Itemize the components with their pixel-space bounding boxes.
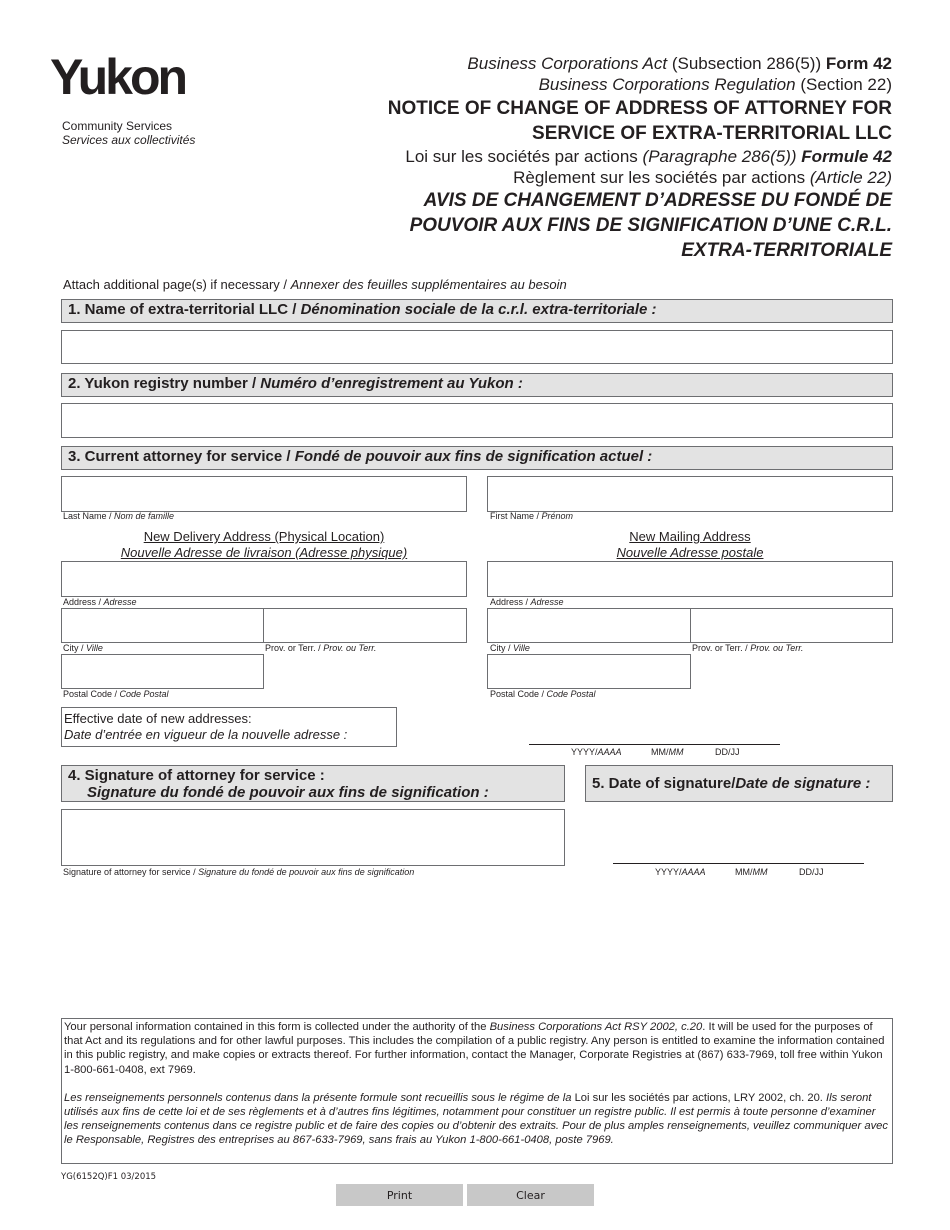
mailing-address-input[interactable] [487,561,893,597]
effective-date-label-box [61,707,397,747]
mailing-address-caption-fr: Adresse [530,597,564,607]
form-code: YG(6152Q)F1 03/2015 [61,1172,157,1182]
mailing-postal-input[interactable] [487,654,691,689]
delivery-address-heading [61,529,467,561]
delivery-city-input[interactable] [61,608,264,643]
section-3-header [61,446,893,470]
reg-fr-line [513,167,892,188]
signature-box[interactable] [61,809,565,866]
first-name-caption [490,511,573,521]
mailing-city-caption-en: City / [490,643,514,653]
reg-fr-section: (Article 22) [809,168,892,187]
last-name-input[interactable] [61,476,467,512]
section-2-label-fr: Numéro d’enregistrement au Yukon : [260,375,523,392]
act-en-line [467,53,892,74]
sig-yyyy-en: YYYY/ [655,867,682,877]
effective-date-label-en: Effective date of new addresses: [64,711,252,726]
delivery-prov-input[interactable] [263,608,467,643]
privacy-en-1: Your personal information contained in this form is collected under the authority of the [64,1021,490,1033]
effective-yyyy-fr: AAAA [597,747,622,757]
effective-date-line[interactable] [529,744,780,745]
signature-caption [63,867,414,877]
delivery-address-caption-fr: Adresse [103,597,137,607]
logo-line-en: Community Services [62,119,173,133]
privacy-fr-1: Les renseignements personnels contenus dans la présente formule sont recueillis sous le régime de la [64,1091,575,1104]
delivery-address-caption-en: Address / [63,597,104,607]
reg-en-line [539,74,892,95]
reg-en-section: (Section 22) [795,75,892,94]
delivery-city-caption-fr: Ville [86,643,103,653]
delivery-city-caption-en: City / [63,643,87,653]
delivery-heading-fr: Nouvelle Adresse de livraison (Adresse physique) [120,545,408,560]
mailing-address-caption [490,597,564,607]
act-en-name: Business Corporations Act [467,54,668,73]
logo-line-fr: Services aux collectivités [62,133,196,147]
mailing-heading-en: New Mailing Address [629,529,751,544]
registry-number-input[interactable] [61,403,893,438]
privacy-notice [61,1018,893,1164]
title-en-1: NOTICE OF CHANGE OF ADDRESS OF ATTORNEY FOR [387,98,892,119]
section-4-label-fr: Signature du fondé de pouvoir aux fins de signification : [87,784,489,801]
mailing-city-caption-fr: Ville [513,643,530,653]
effective-mm-en: MM/ [651,747,669,757]
signature-date-yyyy [655,867,706,877]
privacy-notice-fr [64,1091,890,1148]
last-name-caption [63,511,174,521]
act-fr-line [405,146,892,167]
act-fr-section: (Paragraphe 286(5)) [642,147,802,166]
privacy-en-2: . It will be used for the purposes of that Act and its regulations and for other lawful purposes. This includes the compilation of a public registry. Any person is entitled to examine the information contained in this public registry, and make copies or extracts thereof. For further information, contact the Manager, Corporate Registries at (867) 633-7969, toll free within Yukon 1-800-661-0408, ext 7969. [64,1021,885,1076]
mailing-prov-input[interactable] [690,608,893,643]
mailing-city-input[interactable] [487,608,691,643]
privacy-notice-en [64,1020,890,1077]
section-1-header [61,299,893,323]
section-5-label-en: 5. Date of signature/ [592,775,736,792]
section-3-label-en: 3. Current attorney for service / [68,448,295,465]
clear-button[interactable]: Clear [467,1184,594,1206]
section-3-label-fr: Fondé de pouvoir aux fins de signification actuel : [294,448,653,465]
reg-en-name: Business Corporations Regulation [538,75,796,94]
effective-date-yyyy [571,747,622,757]
mailing-city-caption [490,643,530,653]
effective-date-label-fr: Date d’entrée en vigueur de la nouvelle adresse : [64,727,348,742]
title-fr-2: POUVOIR AUX FINS DE SIGNIFICATION D’UNE C.R.L. [409,215,892,236]
section-4-label-en: 4. Signature of attorney for service : [68,767,325,784]
attach-note [63,277,567,292]
signature-date-dd: DD/JJ [799,867,824,877]
section-1-label-fr: Dénomination sociale de la c.r.l. extra-territoriale : [300,301,657,318]
mailing-prov-caption [692,643,803,653]
delivery-prov-caption-en: Prov. or Terr. / [265,643,324,653]
title-fr-3: EXTRA-TERRITORIALE [681,240,892,261]
title-fr-1: AVIS DE CHANGEMENT D’ADRESSE DU FONDÉ DE [423,190,892,211]
attach-note-en: Attach additional page(s) if necessary / [63,277,291,292]
sig-mm-en: MM/ [735,867,753,877]
effective-date-dd: DD/JJ [715,747,740,757]
sig-yyyy-fr: AAAA [681,867,706,877]
section-4-header [61,765,565,802]
privacy-en-act: Business Corporations Act RSY 2002, c.20 [489,1021,703,1033]
delivery-postal-caption-en: Postal Code / [63,689,120,699]
delivery-prov-caption [265,643,376,653]
effective-yyyy-en: YYYY/ [571,747,598,757]
print-button[interactable]: Print [336,1184,463,1206]
act-fr-name: Loi sur les sociétés par actions [405,147,643,166]
signature-caption-en: Signature of attorney for service / [63,867,199,877]
delivery-postal-caption [63,689,169,699]
attach-note-fr: Annexer des feuilles supplémentaires au besoin [290,277,567,292]
title-en-2: SERVICE OF EXTRA-TERRITORIAL LLC [532,123,892,144]
act-en-section: (Subsection 286(5)) [667,54,826,73]
mailing-postal-caption-fr: Code Postal [546,689,596,699]
sig-mm-fr: MM [752,867,768,877]
privacy-fr-act: Loi sur les sociétés par actions, LRY 2002, ch. 20. [574,1091,823,1104]
privacy-fr-2: Ils seront utilisés aux fins de cette loi et de ses règlements et à d’autres fins légitimes, notamment pour constituer un registre public. Il est permis à toute personne d’examiner les renseignements contenus dans ce registre public et de faire des copies ou d’obtenir des extraits. Pour de plus amples renseignements, veuillez communiquer avec le Responsable, Registres des entreprises au 867-633-7969, sans frais au Yukon 1-800-661-0408, poste 7969. [64,1091,888,1147]
delivery-address-caption [63,597,137,607]
delivery-postal-input[interactable] [61,654,264,689]
section-2-label-en: 2. Yukon registry number / [68,375,261,392]
first-name-caption-fr: Prénom [541,511,574,521]
section-2-header [61,373,893,397]
mailing-address-caption-en: Address / [490,597,531,607]
delivery-address-input[interactable] [61,561,467,597]
signature-date-mm [735,867,768,877]
section-1-label-en: 1. Name of extra-territorial LLC / [68,301,301,318]
delivery-city-caption [63,643,103,653]
signature-date-line[interactable] [613,863,864,864]
first-name-input[interactable] [487,476,893,512]
mailing-address-heading [487,529,893,561]
section-5-header [585,765,893,802]
mailing-prov-caption-fr: Prov. ou Terr. [750,643,804,653]
reg-fr-name: Règlement sur les sociétés par actions [513,168,810,187]
section-5-label-fr: Date de signature : [735,775,871,792]
form-number-fr: Formule 42 [801,147,892,166]
delivery-prov-caption-fr: Prov. ou Terr. [323,643,377,653]
form-number-en: Form 42 [825,54,892,73]
effective-date-mm [651,747,684,757]
signature-caption-fr: Signature du fondé de pouvoir aux fins de signification [198,867,415,877]
last-name-caption-en: Last Name / [63,511,115,521]
effective-mm-fr: MM [668,747,684,757]
mailing-postal-caption [490,689,596,699]
last-name-caption-fr: Nom de famille [114,511,175,521]
mailing-prov-caption-en: Prov. or Terr. / [692,643,751,653]
mailing-heading-fr: Nouvelle Adresse postale [616,545,764,560]
llc-name-input[interactable] [61,330,893,364]
delivery-heading-en: New Delivery Address (Physical Location) [143,529,385,544]
delivery-postal-caption-fr: Code Postal [119,689,169,699]
first-name-caption-en: First Name / [490,511,542,521]
logo-wordmark: Yukon [50,49,186,105]
mailing-postal-caption-en: Postal Code / [490,689,547,699]
